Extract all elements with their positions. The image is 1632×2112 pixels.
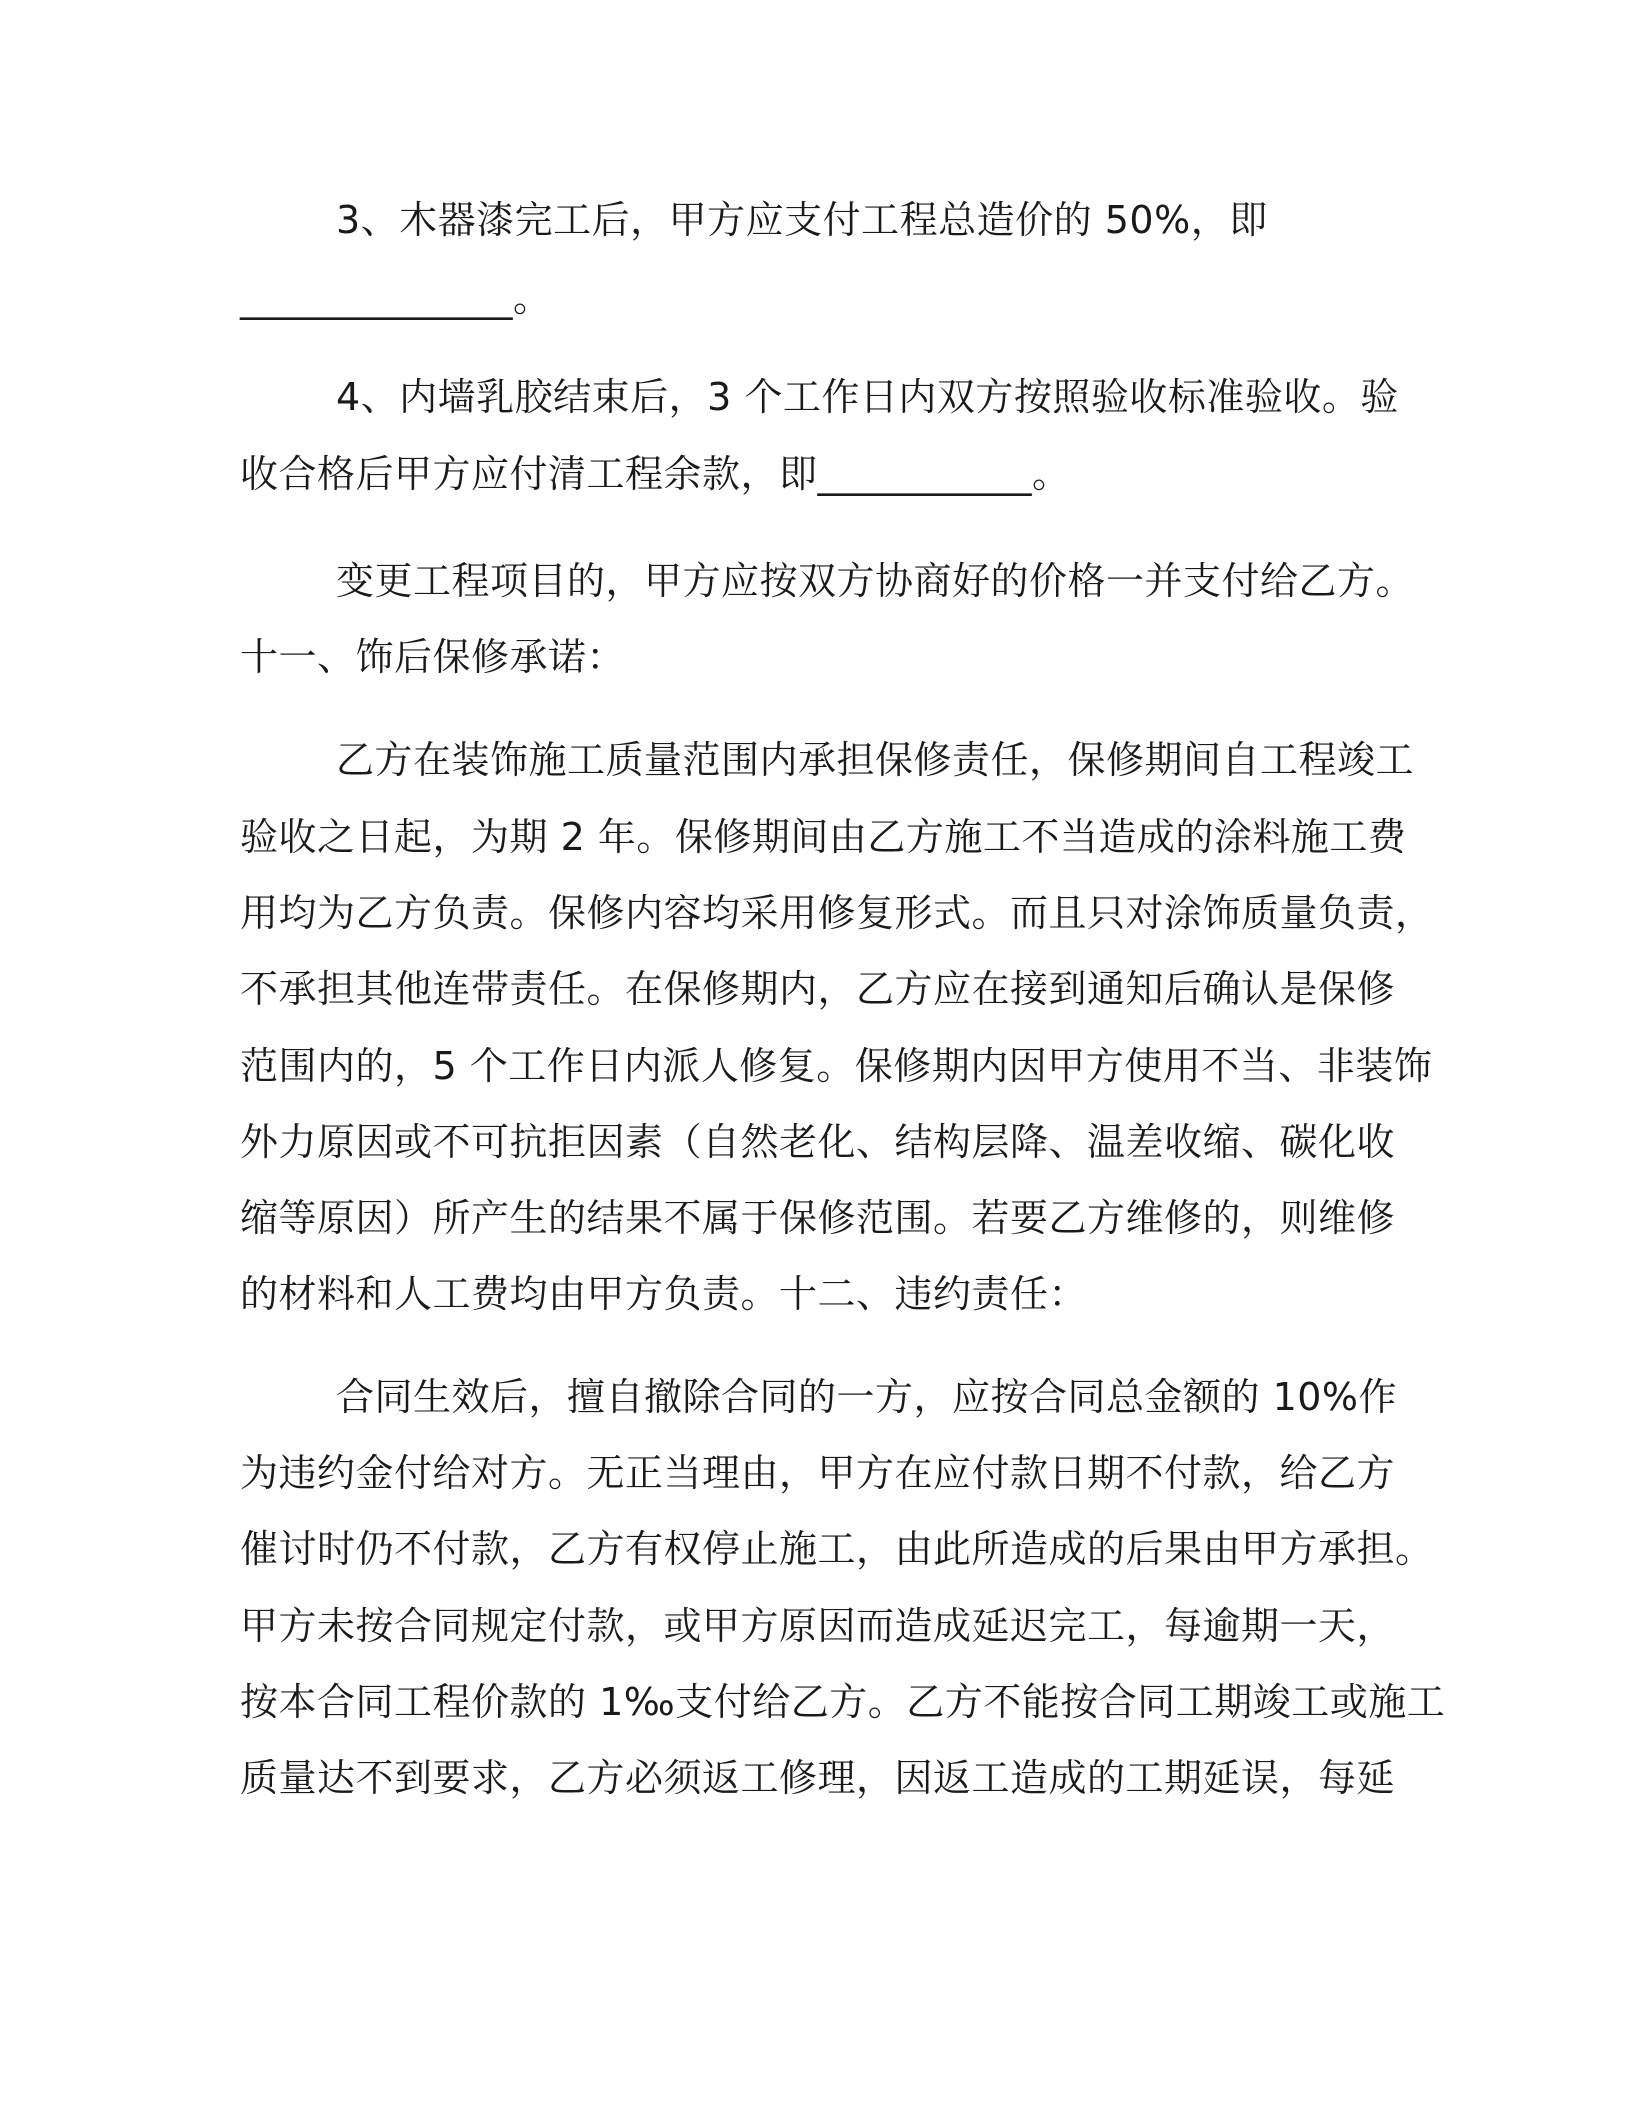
text-line-3: 4、内墙乳胶结束后，3 个工作日内双方按照验收标准验收。验	[336, 375, 1399, 419]
text-line-7: 乙方在装饰施工质量范围内承担保修责任，保修期间自工程竣工	[336, 738, 1415, 782]
text-line-18: 甲方未按合同规定付款，或甲方原因而造成延迟完工，每逾期一天，	[240, 1604, 1396, 1648]
text-line-8: 验收之日起，为期 2 年。保修期间由乙方施工不当造成的涂料施工费	[240, 815, 1407, 859]
text-line-11: 范围内的，5 个工作日内派人修复。保修期内因甲方使用不当、非装饰	[240, 1044, 1433, 1088]
text-line-19: 按本合同工程价款的 1‰支付给乙方。乙方不能按合同工期竣工或施工	[240, 1680, 1446, 1724]
section-heading-11: 十一、饰后保修承诺：	[240, 635, 626, 679]
text-line-15: 合同生效后，擅自撤除合同的一方，应按合同总金额的 10%作	[336, 1375, 1398, 1419]
text-line-16: 为违约金付给对方。无正当理由，甲方在应付款日期不付款，给乙方	[240, 1451, 1396, 1495]
text-line-10: 不承担其他连带责任。在保修期内，乙方应在接到通知后确认是保修	[240, 967, 1396, 1011]
text-line-4: 收合格后甲方应付清工程余款，即___________。	[240, 452, 1071, 496]
text-line-1: 3、木器漆完工后，甲方应支付工程总造价的 50%，即	[336, 198, 1268, 242]
text-line-17: 催讨时仍不付款，乙方有权停止施工，由此所造成的后果由甲方承担。	[240, 1527, 1434, 1571]
text-line-12: 外力原因或不可抗拒因素（自然老化、结构层降、温差收缩、碳化收	[240, 1120, 1396, 1164]
text-line-13: 缩等原因）所产生的结果不属于保修范围。若要乙方维修的，则维修	[240, 1196, 1396, 1240]
text-line-9: 用均为乙方负责。保修内容均采用修复形式。而且只对涂饰质量负责，	[240, 891, 1434, 935]
text-line-20: 质量达不到要求，乙方必须返工修理，因返工造成的工期延误，每延	[240, 1756, 1396, 1800]
text-line-5: 变更工程项目的，甲方应按双方协商好的价格一并支付给乙方。	[336, 559, 1415, 603]
text-line-2: ______________。	[240, 276, 552, 320]
text-line-14: 的材料和人工费均由甲方负责。十二、违约责任：	[240, 1272, 1088, 1316]
